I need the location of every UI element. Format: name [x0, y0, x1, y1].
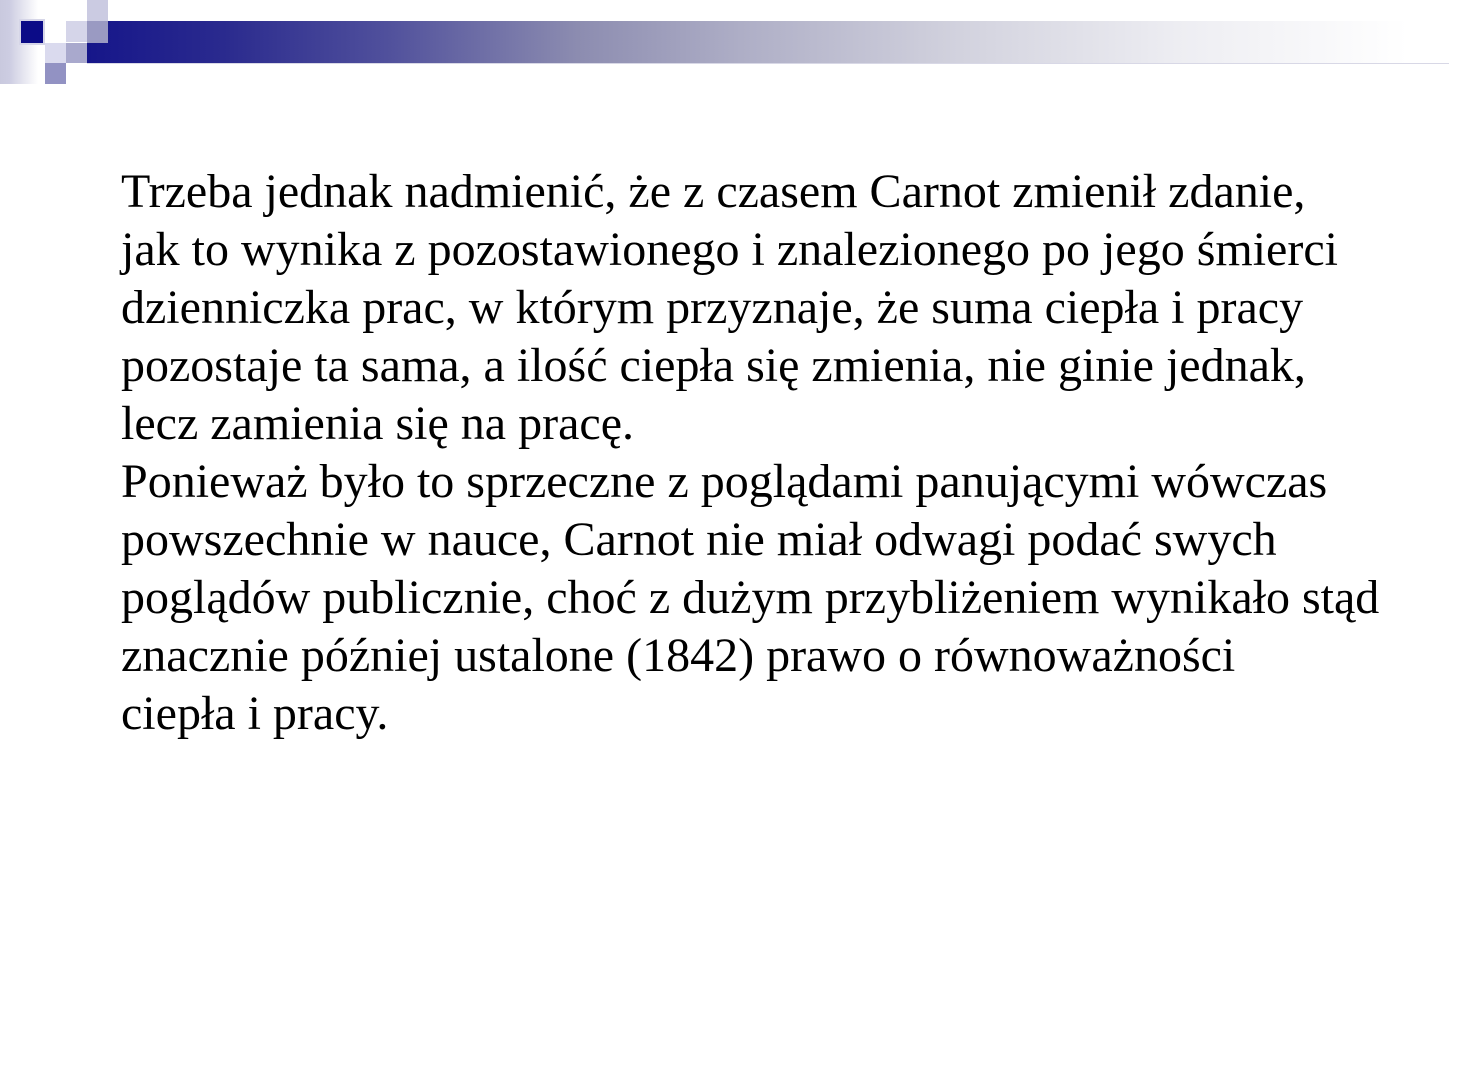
text-line-9: znacznie później ustalone (1842) prawo o równoważności [121, 629, 1236, 682]
text-line-10: ciepła i pracy. [121, 687, 389, 740]
text-line-2: jak to wynika z pozostawionego i znalezionego po jego śmierci [121, 223, 1338, 276]
deco-square-row2-light [45, 43, 66, 63]
text-line-1: Trzeba jednak nadmienić, że z czasem Carnot zmienił zdanie, [121, 165, 1306, 218]
text-line-7: powszechnie w nauce, Carnot nie miał odwagi podać swych [121, 513, 1277, 566]
deco-square-top-light [87, 0, 108, 21]
text-line-3: dzienniczka prac, w którym przyznaje, że suma ciepła i pracy [121, 281, 1304, 334]
deco-square-mid-light [66, 21, 87, 42]
deco-square-row2-purple [66, 43, 87, 63]
header-gradient-bar [87, 21, 1449, 64]
text-line-6: Ponieważ było to sprzeczne z poglądami panującymi wówczas [121, 455, 1328, 508]
text-line-4: pozostaje ta sama, a ilość ciepła się zmienia, nie ginie jednak, [121, 339, 1306, 392]
text-line-8: poglądów publicznie, choć z dużym przybliżeniem wynikało stąd [121, 571, 1380, 624]
deco-square-navy [21, 21, 43, 43]
deco-square-bar-overlay [87, 21, 108, 43]
deco-square-row3-purple [45, 63, 66, 84]
text-line-5: lecz zamienia się na pracę. [121, 397, 634, 450]
slide-body-text [121, 163, 1379, 743]
